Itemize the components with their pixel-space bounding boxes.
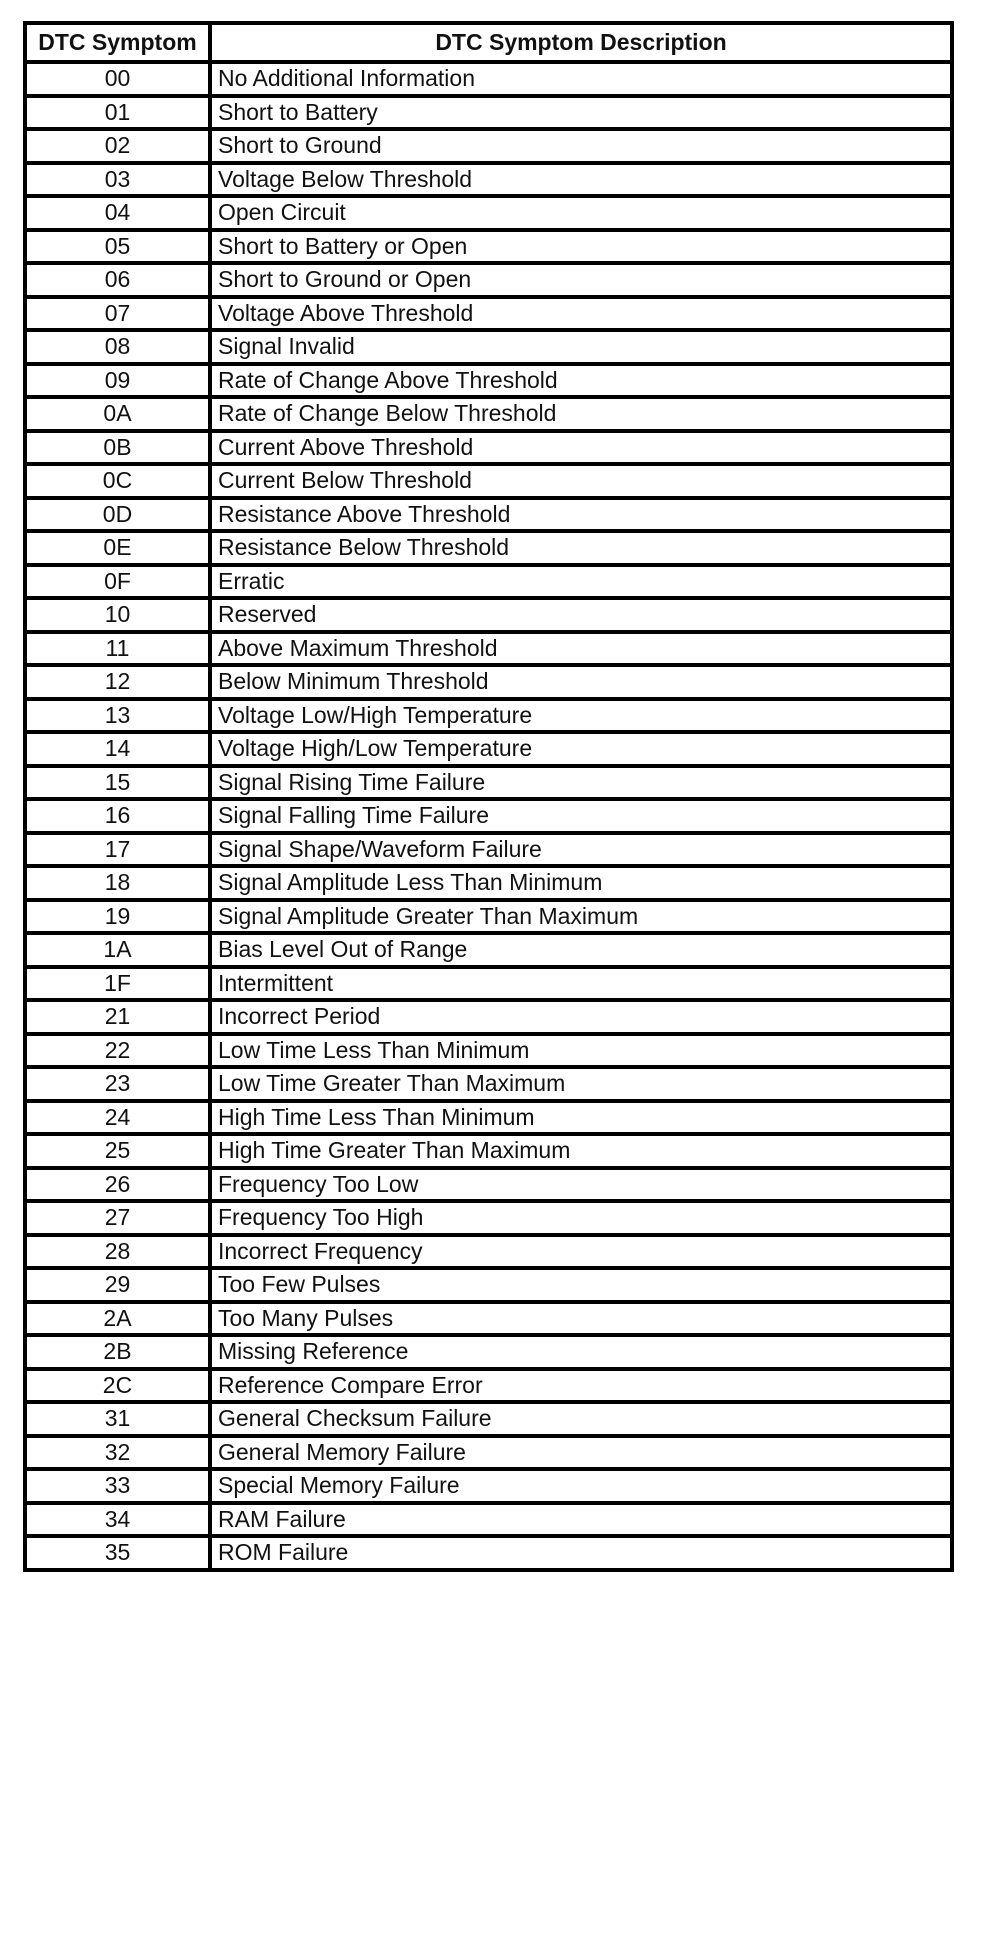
table-row <box>25 531 952 565</box>
dtc-code-cell: 22 <box>25 1034 210 1068</box>
table-row <box>25 330 952 364</box>
dtc-code-cell: 14 <box>25 732 210 766</box>
dtc-code-cell: 25 <box>25 1134 210 1168</box>
dtc-description-cell: Short to Ground <box>210 129 952 163</box>
table-row <box>25 364 952 398</box>
dtc-code-cell: 23 <box>25 1067 210 1101</box>
table-row <box>25 129 952 163</box>
header-row <box>25 23 952 62</box>
dtc-code-cell: 17 <box>25 833 210 867</box>
table-row <box>25 799 952 833</box>
dtc-code-cell: 1F <box>25 967 210 1001</box>
dtc-description-cell: Frequency Too Low <box>210 1168 952 1202</box>
dtc-description-cell: Incorrect Period <box>210 1000 952 1034</box>
dtc-description-cell: Signal Amplitude Greater Than Maximum <box>210 900 952 934</box>
table-row <box>25 1536 952 1570</box>
dtc-code-cell: 29 <box>25 1268 210 1302</box>
table-row <box>25 163 952 197</box>
table-body <box>25 62 952 1570</box>
dtc-description-cell: Signal Rising Time Failure <box>210 766 952 800</box>
dtc-description-cell: Open Circuit <box>210 196 952 230</box>
table-row <box>25 833 952 867</box>
dtc-description-cell: Special Memory Failure <box>210 1469 952 1503</box>
table-row <box>25 1268 952 1302</box>
table-row <box>25 1000 952 1034</box>
table-row <box>25 900 952 934</box>
dtc-description-cell: Below Minimum Threshold <box>210 665 952 699</box>
dtc-description-cell: Short to Battery or Open <box>210 230 952 264</box>
dtc-code-cell: 03 <box>25 163 210 197</box>
table-row <box>25 1335 952 1369</box>
dtc-code-cell: 0D <box>25 498 210 532</box>
dtc-description-cell: Too Few Pulses <box>210 1268 952 1302</box>
table-row <box>25 297 952 331</box>
dtc-code-cell: 09 <box>25 364 210 398</box>
table-row <box>25 263 952 297</box>
dtc-code-cell: 18 <box>25 866 210 900</box>
dtc-description-cell: Too Many Pulses <box>210 1302 952 1336</box>
dtc-description-cell: General Checksum Failure <box>210 1402 952 1436</box>
dtc-description-cell: Bias Level Out of Range <box>210 933 952 967</box>
table-row <box>25 866 952 900</box>
dtc-code-cell: 33 <box>25 1469 210 1503</box>
dtc-code-cell: 27 <box>25 1201 210 1235</box>
table-row <box>25 1469 952 1503</box>
dtc-code-cell: 28 <box>25 1235 210 1269</box>
dtc-code-cell: 02 <box>25 129 210 163</box>
dtc-code-cell: 0E <box>25 531 210 565</box>
dtc-description-cell: Intermittent <box>210 967 952 1001</box>
table-row <box>25 565 952 599</box>
dtc-description-cell: Signal Invalid <box>210 330 952 364</box>
table-row <box>25 62 952 96</box>
dtc-description-cell: Rate of Change Below Threshold <box>210 397 952 431</box>
dtc-code-cell: 06 <box>25 263 210 297</box>
dtc-description-cell: Current Above Threshold <box>210 431 952 465</box>
dtc-description-cell: Above Maximum Threshold <box>210 632 952 666</box>
dtc-code-cell: 1A <box>25 933 210 967</box>
dtc-code-cell: 31 <box>25 1402 210 1436</box>
dtc-description-cell: Signal Amplitude Less Than Minimum <box>210 866 952 900</box>
dtc-code-cell: 0B <box>25 431 210 465</box>
table-row <box>25 196 952 230</box>
dtc-code-cell: 11 <box>25 632 210 666</box>
dtc-code-cell: 2A <box>25 1302 210 1336</box>
dtc-code-cell: 24 <box>25 1101 210 1135</box>
table-row <box>25 498 952 532</box>
table-row <box>25 632 952 666</box>
table-row <box>25 1168 952 1202</box>
dtc-code-cell: 34 <box>25 1503 210 1537</box>
table-row <box>25 230 952 264</box>
table-row <box>25 1134 952 1168</box>
table-row <box>25 1101 952 1135</box>
dtc-description-cell: RAM Failure <box>210 1503 952 1537</box>
table-row <box>25 431 952 465</box>
table-row <box>25 598 952 632</box>
table-row <box>25 766 952 800</box>
table-row <box>25 1436 952 1470</box>
table-row <box>25 699 952 733</box>
dtc-code-cell: 26 <box>25 1168 210 1202</box>
dtc-code-cell: 2C <box>25 1369 210 1403</box>
dtc-description-cell: Current Below Threshold <box>210 464 952 498</box>
dtc-code-cell: 15 <box>25 766 210 800</box>
dtc-description-cell: Reference Compare Error <box>210 1369 952 1403</box>
dtc-code-cell: 2B <box>25 1335 210 1369</box>
dtc-description-cell: High Time Greater Than Maximum <box>210 1134 952 1168</box>
dtc-code-cell: 21 <box>25 1000 210 1034</box>
dtc-description-cell: Short to Ground or Open <box>210 263 952 297</box>
dtc-description-cell: Frequency Too High <box>210 1201 952 1235</box>
dtc-description-cell: Signal Falling Time Failure <box>210 799 952 833</box>
dtc-description-cell: Short to Battery <box>210 96 952 130</box>
dtc-code-cell: 0A <box>25 397 210 431</box>
dtc-code-cell: 12 <box>25 665 210 699</box>
dtc-code-cell: 00 <box>25 62 210 96</box>
dtc-code-cell: 01 <box>25 96 210 130</box>
dtc-description-cell: Incorrect Frequency <box>210 1235 952 1269</box>
table-row <box>25 96 952 130</box>
dtc-description-cell: Voltage High/Low Temperature <box>210 732 952 766</box>
dtc-description-cell: Missing Reference <box>210 1335 952 1369</box>
table-row <box>25 1369 952 1403</box>
dtc-code-cell: 0C <box>25 464 210 498</box>
dtc-code-cell: 07 <box>25 297 210 331</box>
table-row <box>25 967 952 1001</box>
dtc-description-cell: High Time Less Than Minimum <box>210 1101 952 1135</box>
dtc-description-cell: Resistance Above Threshold <box>210 498 952 532</box>
table-row <box>25 1503 952 1537</box>
dtc-code-cell: 08 <box>25 330 210 364</box>
table-row <box>25 1235 952 1269</box>
table-row <box>25 1034 952 1068</box>
table-row <box>25 1201 952 1235</box>
dtc-description-cell: Rate of Change Above Threshold <box>210 364 952 398</box>
dtc-code-cell: 0F <box>25 565 210 599</box>
dtc-description-cell: Low Time Less Than Minimum <box>210 1034 952 1068</box>
table-row <box>25 1067 952 1101</box>
table-header <box>25 23 952 62</box>
dtc-code-cell: 10 <box>25 598 210 632</box>
table-row <box>25 464 952 498</box>
dtc-description-cell: ROM Failure <box>210 1536 952 1570</box>
dtc-code-cell: 32 <box>25 1436 210 1470</box>
dtc-description-cell: Voltage Below Threshold <box>210 163 952 197</box>
dtc-description-cell: Resistance Below Threshold <box>210 531 952 565</box>
dtc-code-cell: 35 <box>25 1536 210 1570</box>
table-row <box>25 397 952 431</box>
dtc-description-cell: Low Time Greater Than Maximum <box>210 1067 952 1101</box>
dtc-code-cell: 05 <box>25 230 210 264</box>
dtc-code-cell: 16 <box>25 799 210 833</box>
dtc-description-cell: No Additional Information <box>210 62 952 96</box>
dtc-description-cell: Reserved <box>210 598 952 632</box>
table-row <box>25 1402 952 1436</box>
table-row <box>25 665 952 699</box>
header-dtc-symptom-description: DTC Symptom Description <box>210 23 952 62</box>
header-dtc-symptom: DTC Symptom <box>25 23 210 62</box>
dtc-code-cell: 04 <box>25 196 210 230</box>
dtc-description-cell: Erratic <box>210 565 952 599</box>
dtc-symptom-table <box>23 21 954 1572</box>
table-row <box>25 732 952 766</box>
table-row <box>25 933 952 967</box>
table-row <box>25 1302 952 1336</box>
dtc-description-cell: Voltage Above Threshold <box>210 297 952 331</box>
dtc-description-cell: Signal Shape/Waveform Failure <box>210 833 952 867</box>
dtc-code-cell: 19 <box>25 900 210 934</box>
dtc-description-cell: Voltage Low/High Temperature <box>210 699 952 733</box>
dtc-description-cell: General Memory Failure <box>210 1436 952 1470</box>
dtc-code-cell: 13 <box>25 699 210 733</box>
